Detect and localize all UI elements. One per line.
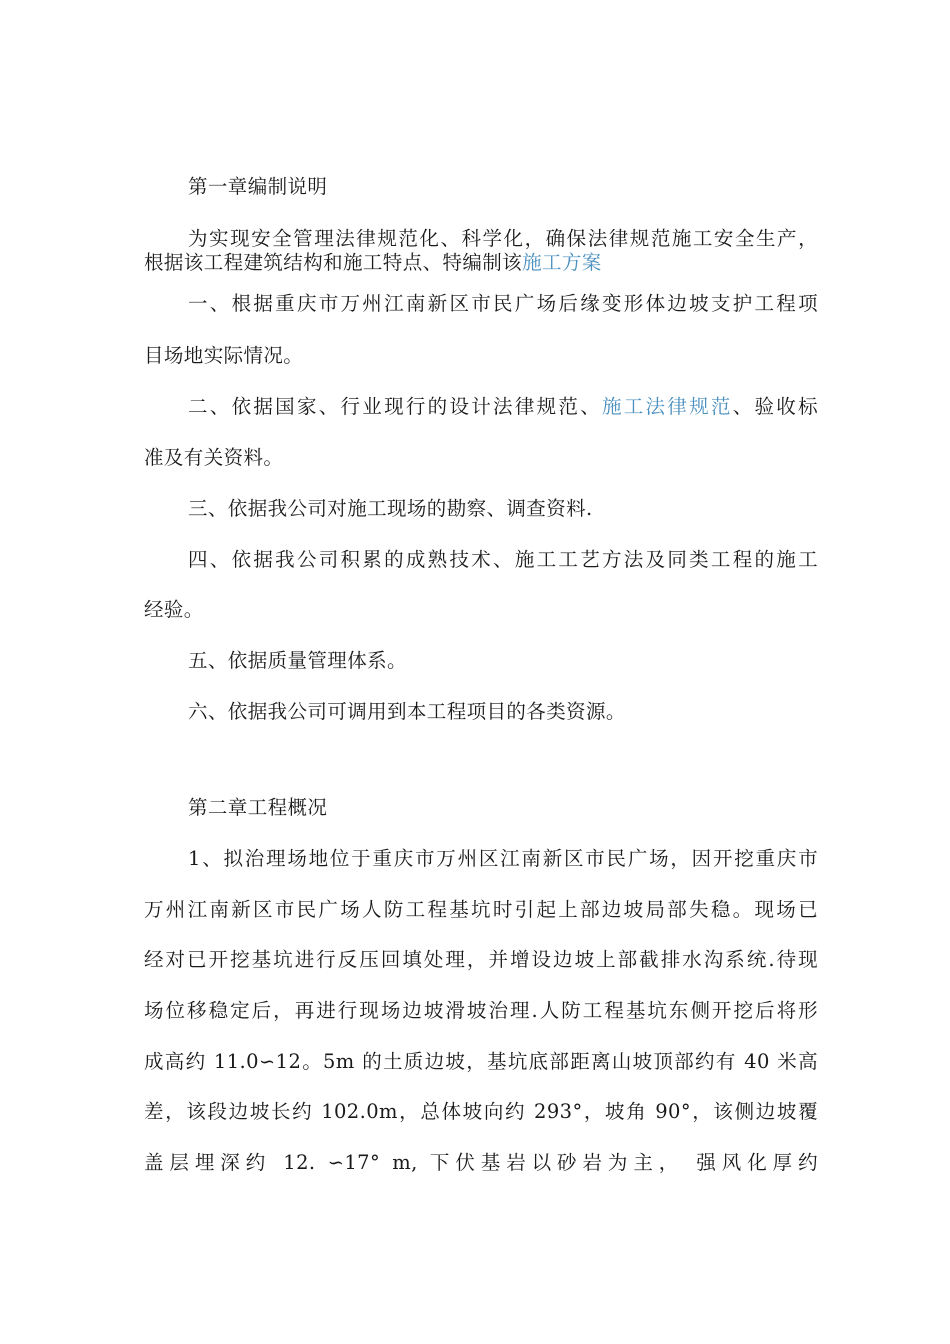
item2-line2: 准及有关资料。 bbox=[144, 446, 284, 469]
construction-plan-link[interactable]: 施工方案 bbox=[522, 251, 602, 274]
construction-standards-link[interactable]: 施工法律规范 bbox=[601, 395, 733, 418]
chapter2-para-line: 差，该段边坡长约 102.0m，总体坡向约 293°，坡角 90°，该侧边坡覆 bbox=[144, 1100, 818, 1123]
item3: 三、依据我公司对施工现场的勘察、调查资料. bbox=[188, 497, 593, 520]
chapter2-para-line: 场位移稳定后，再进行现场边坡滑坡治理.人防工程基坑东侧开挖后将形 bbox=[144, 999, 818, 1022]
item4-line2: 经验。 bbox=[144, 598, 204, 621]
item2-line1 bbox=[188, 395, 818, 419]
chapter2-para-line: 经对已开挖基坑进行反压回填处理，并增设边坡上部截排水沟系统.待现 bbox=[144, 948, 818, 971]
chapter2-para-line: 成高约 11.0∽12。5m 的土质边坡，基坑底部距离山坡顶部约有 40 米高 bbox=[144, 1050, 818, 1073]
item5: 五、依据质量管理体系。 bbox=[188, 649, 407, 672]
chapter2-para-line: 盖层埋深约 12. ∽17° m, 下伏基岩以砂岩为主， 强风化厚约 bbox=[144, 1151, 818, 1174]
chapter1-intro-line1: 为实现安全管理法律规范化、科学化，确保法律规范施工安全生产， bbox=[188, 227, 818, 250]
intro-line2-text: 根据该工程建筑结构和施工特点、特编制该 bbox=[144, 251, 523, 274]
chapter2-para-line: 万州江南新区市民广场人防工程基坑时引起上部边坡局部失稳。现场已 bbox=[144, 898, 818, 921]
chapter2-para-line: 1、拟治理场地位于重庆市万州区江南新区市民广场，因开挖重庆市 bbox=[188, 847, 818, 870]
item2-line1-tail: 、验收标 bbox=[732, 395, 818, 418]
item2-line1-text: 二、依据国家、行业现行的设计法律规范、 bbox=[188, 395, 602, 418]
chapter2-heading: 第二章工程概况 bbox=[188, 796, 328, 819]
chapter1-heading: 第一章编制说明 bbox=[188, 175, 328, 198]
document-page bbox=[144, 0, 818, 1344]
item4-line1: 四、依据我公司积累的成熟技术、施工工艺方法及同类工程的施工 bbox=[188, 548, 818, 571]
item6: 六、依据我公司可调用到本工程项目的各类资源。 bbox=[188, 700, 626, 723]
item1-line1: 一、根据重庆市万州江南新区市民广场后缘变形体边坡支护工程项 bbox=[188, 292, 818, 315]
item1-line2: 目场地实际情况。 bbox=[144, 344, 304, 367]
chapter1-intro-line2 bbox=[144, 251, 818, 275]
